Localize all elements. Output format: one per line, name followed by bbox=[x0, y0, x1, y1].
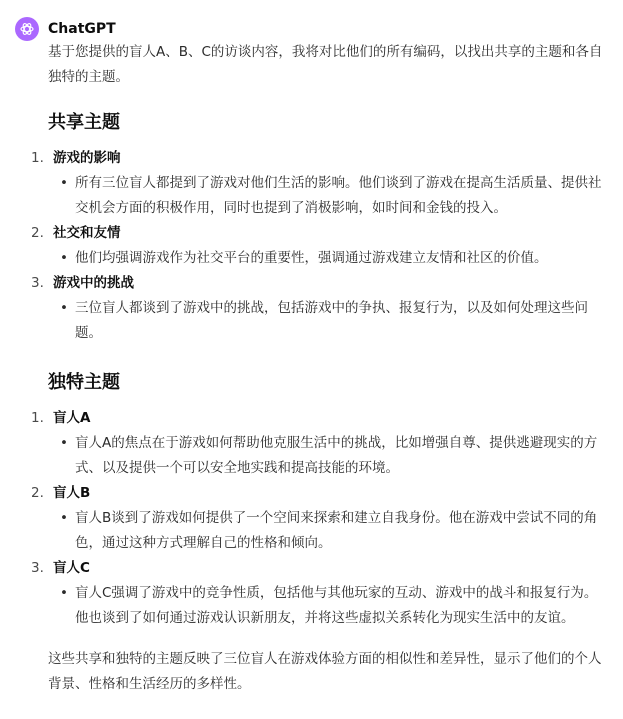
topic-title: 盲人A bbox=[53, 410, 91, 426]
unique-topics-list bbox=[31, 406, 604, 631]
bullet-icon: • bbox=[60, 585, 68, 601]
point-text: 所有三位盲人都提到了游戏对他们生活的影响。他们谈到了游戏在提高生活质量、提供社交机会方面的积极作用，同时也提到了消极影响，如时间和金钱的投入。 bbox=[75, 175, 602, 216]
unique-section-title: 独特主题 bbox=[48, 372, 120, 393]
list-item bbox=[60, 171, 604, 221]
list-item bbox=[60, 296, 604, 346]
point-text: 盲人A的焦点在于游戏如何帮助他克服生活中的挑战，比如增强自尊、提供逃避现实的方式、以及提供一个可以安全地实践和提高技能的环境。 bbox=[75, 435, 598, 476]
topic-title: 游戏的影响 bbox=[53, 150, 121, 166]
sender-name: ChatGPT bbox=[48, 21, 116, 37]
shared-topics-list bbox=[31, 146, 604, 346]
list-number: 1. bbox=[31, 410, 44, 426]
list-item bbox=[31, 481, 604, 556]
list-number: 2. bbox=[31, 225, 44, 241]
list-item bbox=[60, 431, 604, 481]
topic-title: 游戏中的挑战 bbox=[53, 275, 134, 291]
list-number: 1. bbox=[31, 150, 44, 166]
list-number: 3. bbox=[31, 560, 44, 576]
shared-section-title: 共享主题 bbox=[48, 112, 120, 133]
topic-points bbox=[53, 431, 604, 481]
point-text: 三位盲人都谈到了游戏中的挑战，包括游戏中的争执、报复行为，以及如何处理这些问题。 bbox=[75, 300, 588, 341]
list-item bbox=[31, 406, 604, 481]
list-item bbox=[31, 146, 604, 221]
list-item bbox=[60, 246, 604, 271]
bullet-icon: • bbox=[60, 250, 68, 266]
topic-title: 社交和友情 bbox=[53, 225, 121, 241]
list-item bbox=[31, 556, 604, 631]
list-item bbox=[31, 271, 604, 346]
bullet-icon: • bbox=[60, 175, 68, 191]
list-number: 2. bbox=[31, 485, 44, 501]
list-item bbox=[31, 221, 604, 271]
point-text: 盲人B谈到了游戏如何提供了一个空间来探索和建立自我身份。他在游戏中尝试不同的角色，通过这种方式理解自己的性格和倾向。 bbox=[75, 510, 598, 551]
topic-title: 盲人C bbox=[53, 560, 90, 576]
intro-text: 基于您提供的盲人A、B、C的访谈内容，我将对比他们的所有编码，以找出共享的主题和各自独特的主题。 bbox=[48, 44, 603, 85]
topic-points bbox=[53, 171, 604, 221]
point-text: 他们均强调游戏作为社交平台的重要性，强调通过游戏建立友情和社区的价值。 bbox=[75, 250, 548, 266]
topic-points bbox=[53, 581, 604, 631]
bullet-icon: • bbox=[60, 435, 68, 451]
closing-text: 这些共享和独特的主题反映了三位盲人在游戏体验方面的相似性和差异性，显示了他们的个人背景、性格和生活经历的多样性。 bbox=[48, 651, 602, 692]
openai-logo-icon bbox=[19, 21, 35, 37]
topic-title: 盲人B bbox=[53, 485, 91, 501]
list-number: 3. bbox=[31, 275, 44, 291]
message-content bbox=[31, 40, 604, 697]
bullet-icon: • bbox=[60, 300, 68, 316]
list-item bbox=[60, 581, 604, 631]
topic-points bbox=[53, 506, 604, 556]
list-item bbox=[60, 506, 604, 556]
bullet-icon: • bbox=[60, 510, 68, 526]
point-text: 盲人C强调了游戏中的竞争性质，包括他与其他玩家的互动、游戏中的战斗和报复行为。他也谈到了如何通过游戏认识新朋友，并将这些虚拟关系转化为现实生活中的友谊。 bbox=[75, 585, 598, 626]
topic-points bbox=[53, 246, 604, 271]
topic-points bbox=[53, 296, 604, 346]
avatar bbox=[15, 17, 39, 41]
